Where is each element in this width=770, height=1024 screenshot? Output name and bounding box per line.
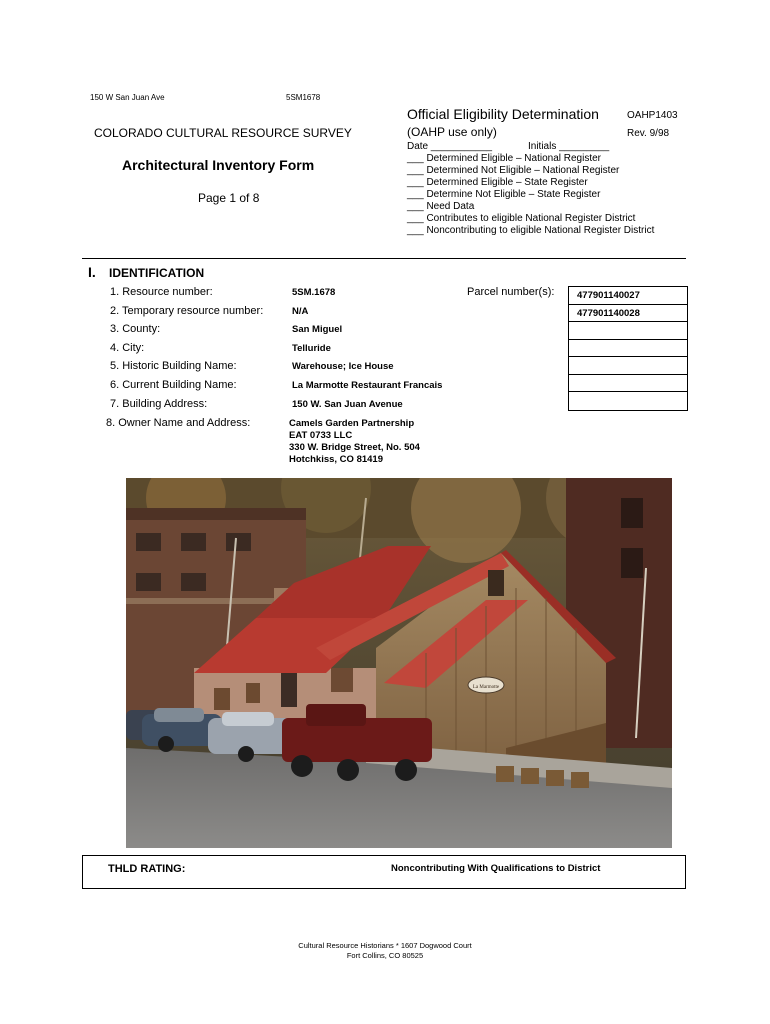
parcel-label: Parcel number(s): (467, 286, 555, 298)
oahp-checklist (407, 153, 654, 237)
field-label-current-name: 6. Current Building Name: (110, 379, 237, 391)
checklist-item: ___ Determined Eligible – State Register (407, 177, 588, 188)
oahp-date: Date ___________ (407, 141, 493, 152)
thld-rating-label: THLD RATING: (108, 863, 186, 875)
owner-line: 330 W. Bridge Street, No. 504 (289, 442, 420, 453)
page-number: Page 1 of 8 (198, 191, 260, 205)
oahp-code: OAHP1403 (627, 110, 678, 121)
owner-address-block (289, 418, 420, 466)
checklist-item: ___ Need Data (407, 201, 475, 212)
field-value-county: San Miguel (292, 324, 343, 335)
field-label-city: 4. City: (110, 342, 145, 354)
parcel-cell: 477901140027 (569, 287, 687, 305)
checklist-item: ___ Contributes to eligible National Register District (407, 213, 636, 224)
owner-line: Hotchkiss, CO 81419 (289, 454, 383, 465)
field-label-historic-name: 5. Historic Building Name: (110, 360, 237, 372)
parcel-cell (569, 357, 687, 375)
field-value-city: Telluride (292, 343, 331, 354)
parcel-cell (569, 392, 687, 410)
oahp-rev: Rev. 9/98 (627, 128, 670, 139)
checklist-item: ___ Determined Eligible – National Register (407, 153, 601, 164)
section-divider (82, 258, 686, 259)
parcel-table (568, 286, 688, 411)
checklist-item: ___ Determine Not Eligible – State Register (407, 189, 601, 200)
owner-line: Camels Garden Partnership (289, 418, 415, 429)
restaurant-sign: La Marmotte (472, 685, 500, 690)
field-label-owner: 8. Owner Name and Address: (106, 417, 251, 429)
field-value-temporary-number: N/A (292, 306, 309, 317)
footer-line-1: Cultural Resource Historians * 1607 Dogwood Court (298, 941, 472, 950)
checklist-item: ___ Determined Not Eligible – National Register (407, 165, 620, 176)
section-number: I. (88, 264, 96, 280)
owner-line: EAT 0733 LLC (289, 430, 353, 441)
field-value-resource-number: 5SM.1678 (292, 287, 336, 298)
field-label-county: 3. County: (110, 323, 161, 335)
header-address: 150 W San Juan Ave (90, 93, 165, 102)
building-photo (126, 478, 672, 848)
field-label-address: 7. Building Address: (110, 398, 208, 410)
oahp-subtitle: (OAHP use only) (407, 125, 497, 139)
section-title: IDENTIFICATION (109, 266, 205, 280)
footer-line-2: Fort Collins, CO 80525 (346, 951, 424, 960)
field-label-resource-number: 1. Resource number: (110, 286, 213, 298)
parcel-cell: 477901140028 (569, 305, 687, 323)
field-value-current-name: La Marmotte Restaurant Francais (292, 380, 443, 391)
checklist-item: ___ Noncontributing to eligible National Register District (407, 225, 655, 236)
header-site-id: 5SM1678 (286, 93, 321, 102)
parcel-cell (569, 375, 687, 393)
field-value-address: 150 W. San Juan Avenue (292, 399, 403, 410)
thld-rating-value: Noncontributing With Qualifications to District (391, 863, 601, 874)
survey-title: COLORADO CULTURAL RESOURCE SURVEY (94, 126, 352, 140)
field-value-historic-name: Warehouse; Ice House (292, 361, 394, 372)
oahp-title: Official Eligibility Determination (407, 106, 599, 122)
form-title: Architectural Inventory Form (122, 157, 315, 173)
oahp-initials: Initials _________ (528, 141, 610, 152)
thld-rating-box (82, 855, 686, 889)
parcel-cell (569, 322, 687, 340)
field-label-temporary-number: 2. Temporary resource number: (110, 305, 264, 317)
parcel-cell (569, 340, 687, 358)
